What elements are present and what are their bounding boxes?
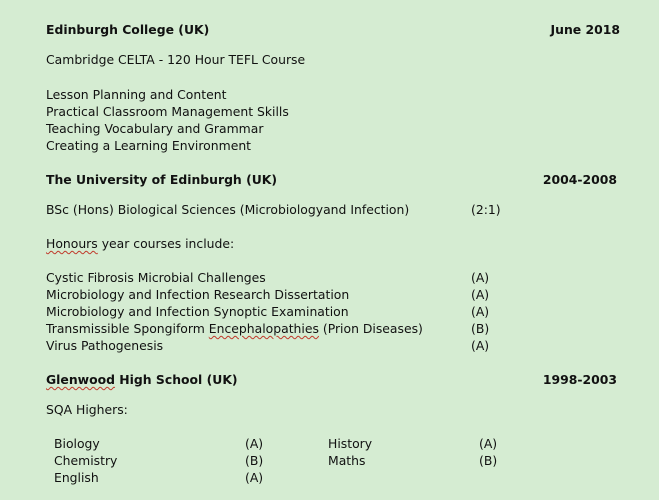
celta-topic: Practical Classroom Management Skills [46,104,289,119]
subject-name: Chemistry [54,453,118,468]
honours-intro-rest: year courses include: [97,236,235,251]
celta-topic: Creating a Learning Environment [46,138,252,153]
university-heading: The University of Edinburgh (UK) [46,172,278,187]
edinburgh-college-heading: Edinburgh College (UK) [46,22,210,37]
high-school-heading [46,371,238,388]
subject-name: English [54,470,99,485]
subject-grade: (B) [245,453,264,468]
subject-grade: (A) [245,436,264,451]
edinburgh-college-date: June 2018 [550,22,620,37]
subject-name: History [328,436,373,451]
course-grade: (A) [471,270,490,285]
course-grade: (B) [471,321,490,336]
celta-topic: Teaching Vocabulary and Grammar [46,121,264,136]
qualification-title: SQA Highers: [46,402,128,417]
high-school-heading-rest: High School (UK) [114,372,238,387]
course-name [46,320,423,337]
course-name: Microbiology and Infection Synoptic Examination [46,304,349,319]
course-grade: (A) [471,338,490,353]
honours-intro [46,235,234,252]
course-name: Virus Pathogenesis [46,338,164,353]
course-name-suffix: (Prion Diseases) [318,321,423,336]
course-grade: (A) [471,287,490,302]
subject-name: Maths [328,453,366,468]
course-name-flagged-word: Encephalopathies [208,321,319,336]
high-school-date: 1998-2003 [542,372,617,387]
course-name: Cystic Fibrosis Microbial Challenges [46,270,266,285]
subject-grade: (B) [479,453,498,468]
subject-grade: (A) [245,470,264,485]
subject-grade: (A) [479,436,498,451]
subject-name: Biology [54,436,100,451]
course-name-prefix: Transmissible Spongiform [46,321,209,336]
honours-word: Honours [46,236,98,251]
course-grade: (A) [471,304,490,319]
course-name: Microbiology and Infection Research Dissertation [46,287,350,302]
celta-course: Cambridge CELTA - 120 Hour TEFL Course [46,52,306,67]
university-date: 2004-2008 [542,172,617,187]
high-school-flagged-word: Glenwood [46,372,115,387]
celta-topic: Lesson Planning and Content [46,87,227,102]
degree-title: BSc (Hons) Biological Sciences (Microbiologyand Infection) [46,202,410,217]
degree-grade: (2:1) [471,202,501,217]
